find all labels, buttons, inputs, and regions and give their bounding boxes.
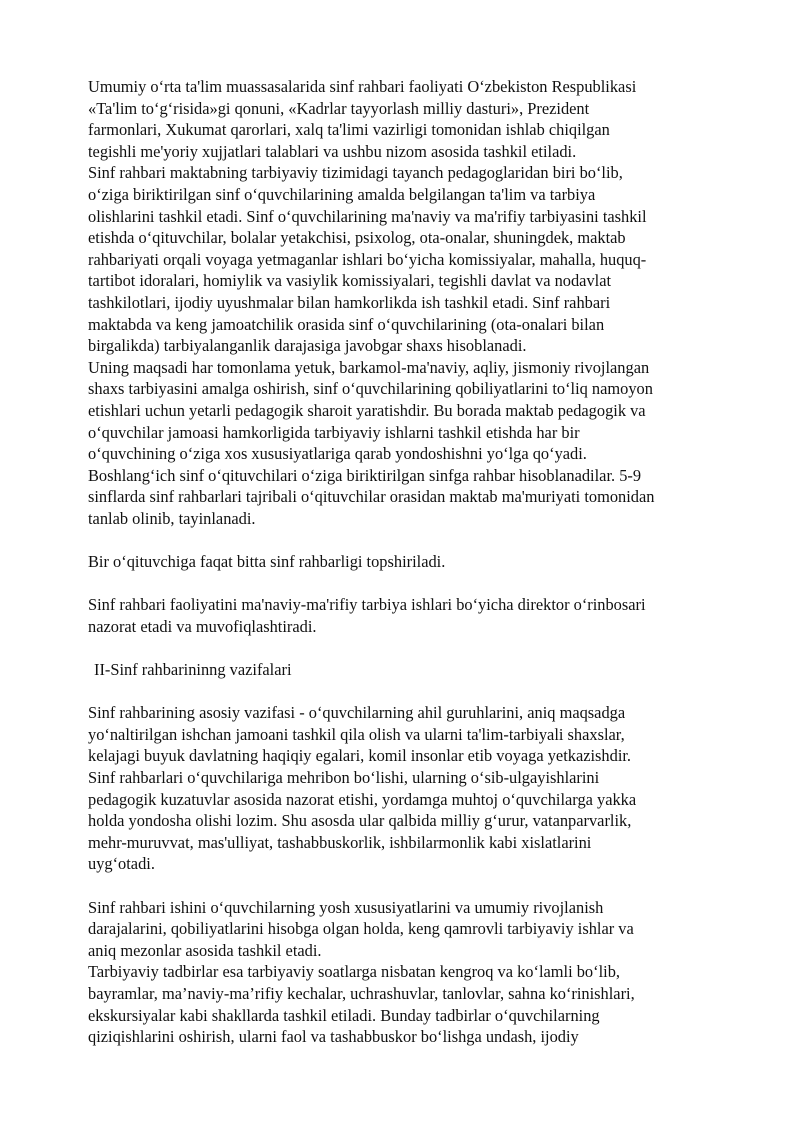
paragraph-events: Tarbiyaviy tadbirlar esa tarbiyaviy soatlarga nisbatan kengroq va ko‘lamli bo‘lib, bayramlar, ma’naviy-ma’rifiy kechalar, uchrashuvlar, tanlovlar, sahna ko‘rinishlari, ekskursiyalar kabi shakllarda tashkil etiladi. Bunday tadbirlar o‘quvchilarning qiziqishlarini oshirish, ularni faol va tashabbuskor bo‘lishga undash, ijodiy [88,962,635,1047]
spacer [88,681,748,703]
paragraph-goal: Uning maqsadi har tomonlama yetuk, barkamol-ma'naviy, aqliy, jismoniy rivojlangan shaxs tarbiyasini amalga oshirish, sinf o‘quvchilarining qobiliyatlarini to‘liq namoyon etishlari uchun yetarli pedagogik sharoit yaratishdir. Bu borada maktab pedagogik va o‘quvchilar jamoasi hamkorligida tarbiyaviy ishlarni tashkil etishda har bir o‘quvchining o‘ziga xos xususiyatlariga qarab yondoshishni yo‘lga qo‘yadi. [88,357,653,464]
paragraph-one-class: Bir o‘qituvchiga faqat bitta sinf rahbarligi topshiriladi. [88,552,446,572]
spacer [88,875,748,897]
paragraph-appointment: Boshlang‘ich sinf o‘qituvchilari o‘ziga biriktirilgan sinfga rahbar hisoblanadilar. 5-9 sinflarda sinf rahbarlari tajribali o‘qituvchilar orasidan maktab ma'muriyati tomonidan tanlab olinib, tayinlanadi. [88,465,655,528]
paragraph-main-task: Sinf rahbarining asosiy vazifasi - o‘quvchilarning ahil guruhlarini, aniq maqsadga yo‘naltirilgan ishchan jamoani tashkil qila olish va ularni ta'lim-tarbiyali shaxslar, kelajagi buyuk davlatning haqiqiy egalari, komil insonlar etib voyaga yetkazishdir. [88,703,632,766]
paragraph-legal-basis: Umumiy o‘rta ta'lim muassasalarida sinf rahbari faoliyati O‘zbekiston Respublikasi «Ta'lim to‘g‘risida»gi qonuni, «Kadrlar tayyorlash milliy dasturi», Prezident farmonlari, Xukumat qarorlari, xalq ta'limi vazirligi tomonidan ishlab chiqilgan tegishli me'yoriy xujjatlari talablari va ushbu nizom asosida tashkil etiladi. [88,77,637,161]
paragraph-care: Sinf rahbarlari o‘quvchilariga mehribon bo‘lishi, ularning o‘sib-ulgayishlarini pedagogik kuzatuvlar asosida nazorat etishi, yordamga muhtoj o‘quvchilarga yakka holda yondosha olishi lozim. Shu asosda ular qalbida milliy g‘urur, vatanparvarlik, mehr-muruvvat, mas'ulliyat, tashabbuskorlik, ishbilarmonlik kabi xislatlarini uyg‘otadi. [88,768,637,874]
paragraph-supervision: Sinf rahbari faoliyatini ma'naviy-ma'rifiy tarbiya ishlari bo‘yicha direktor o‘rinbosari nazorat etadi va muvofiqlashtiradi. [88,595,646,636]
spacer [88,529,748,551]
document-page [88,76,748,1048]
section-heading: II-Sinf rahbarininng vazifalari [94,660,292,680]
paragraph-class-teacher-role: Sinf rahbari maktabning tarbiyaviy tizimidagi tayanch pedagoglaridan biri bo‘lib, o‘ziga biriktirilgan sinf o‘quvchilarining amalda belgilangan ta'lim va tarbiya olishlarini tashkil etadi. Sinf o‘quvchilarining ma'naviy va ma'rifiy tarbiyasini tashkil etishda o‘qituvchilar, bolalar yetakchisi, psixolog, ota-onalar, shuningdek, maktab rahbariyati orqali voyaga yetmaganlar ishlari bo‘yicha komissiyalar, mahalla, huquq- tartibot idoralari, homiylik va vasiylik komissiyalari, tegishli davlat va nodavlat tashkilotlari, ijodiy uyushmalar bilan hamkorlikda ish tashkil etadi. Sinf rahbari maktabda va keng jamoatchilik orasida sinf o‘quvchilarining (ota-onalari bilan birgalikda) tarbiyalanganlik darajasiga javobgar shaxs hisoblanadi. [88,163,647,356]
spacer [88,573,748,595]
paragraph-work-organization: Sinf rahbari ishini o‘quvchilarning yosh xususiyatlarini va umumiy rivojlanish darajalarini, qobiliyatlarini hisobga olgan holda, keng qamrovli tarbiyaviy ishlar va aniq mezonlar asosida tashkil etadi. [88,897,634,960]
spacer [88,637,748,659]
